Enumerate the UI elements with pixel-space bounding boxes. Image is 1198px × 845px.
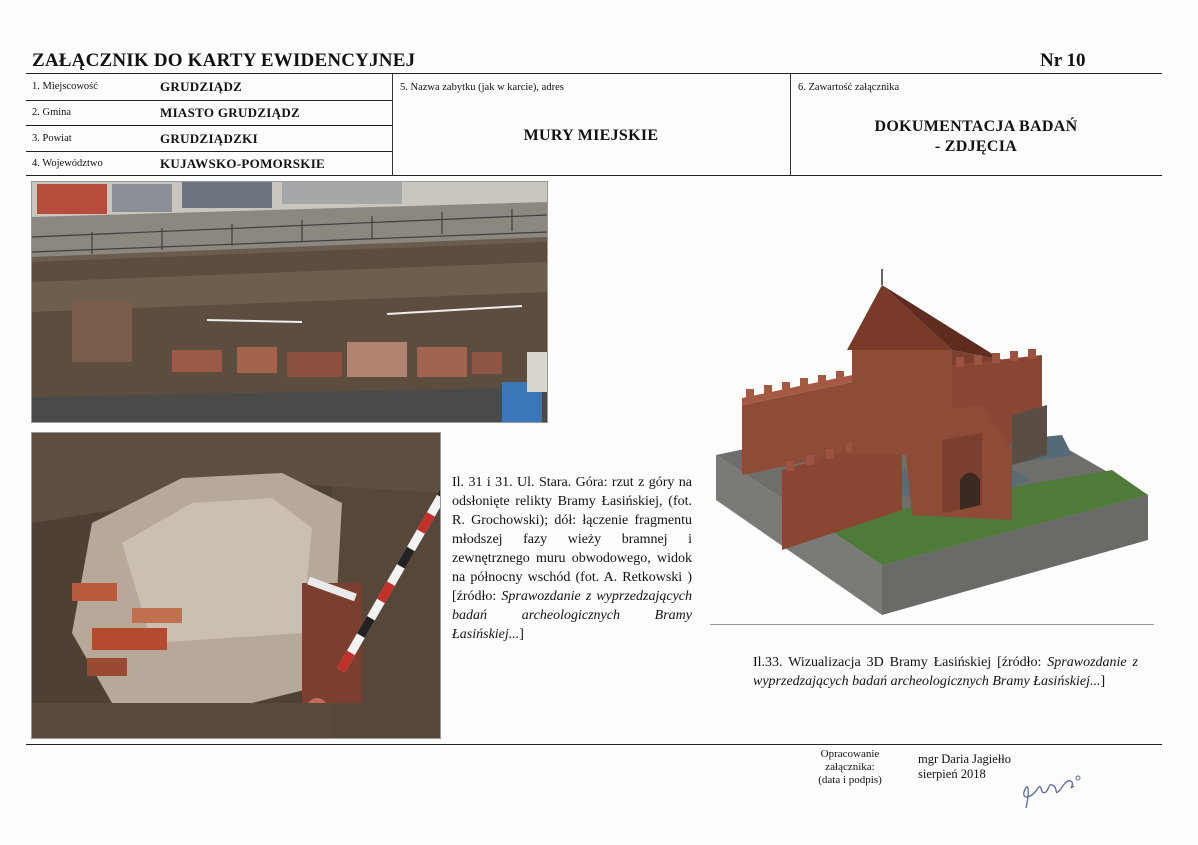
prepared-label-line1: Opracowanie [820,748,880,760]
contents-line2: - ZDJĘCIA [934,138,1018,155]
gate-3d-visualization [712,265,1152,620]
prepared-date: sierpień 2018 [918,767,986,781]
field-label-powiat: 3. Powiat [32,133,72,144]
field-value-powiat: GRUDZIĄDZKI [160,131,258,146]
author-block [918,752,1011,782]
row-divider [26,100,392,101]
attachment-number: Nr 10 [1040,50,1086,71]
prepared-label [800,748,900,787]
monument-name-label: 5. Nazwa zabytku (jak w karcie), adres [400,82,564,93]
caption-right-end: ] [1100,674,1106,689]
handwritten-signature [1018,770,1088,815]
caption-right-source: Sprawozdanie z wyprzedzających badań archeologicznych Bramy Łasińskiej... [753,655,1138,689]
caption-left-end: ] [519,627,524,642]
field-value-wojewodztwo: KUJAWSKO-POMORSKIE [160,156,326,171]
photo-excavation-top-view [31,181,548,423]
field-label-gmina: 2. Gmina [32,107,72,118]
field-label-miejscowosc: 1. Miejscowość [32,81,98,92]
caption-visualization-33 [753,653,1138,691]
prepared-label-line2: załącznika: [825,761,875,773]
field-value-gmina: MIASTO GRUDZIĄDZ [160,105,300,120]
author-name: mgr Daria Jagiełło [918,752,1012,766]
caption-left-text: Il. 31 i 31. Ul. Stara. Góra: rzut z góry na odsłonięte relikty Bramy Łasińskiej, (fot. R. Grochowski); dół: łączenie fragmentu młodszej fazy wieży bramnej i zewnętrznego muru obwodowego, widok na północny wschód (fot. A. Retkowski ) [źródło: [452,475,692,604]
row-divider [26,125,392,126]
table-top-border [26,73,1162,74]
contents-line1: DOKUMENTACJA BADAŃ [874,118,1078,135]
prepared-label-line3: (data i podpis) [818,774,882,786]
caption-left-source: Sprawozdanie z wyprzedzających badań archeologicznych Bramy Łasińskiej... [452,589,692,642]
field-label-wojewodztwo: 4. Województwo [32,158,103,169]
page-title: ZAŁĄCZNIK DO KARTY EWIDENCYJNEJ [32,50,416,71]
field-value-miejscowosc: GRUDZIĄDZ [160,79,243,94]
photo-wall-junction [31,432,441,739]
caption-photos-31 [452,473,692,644]
row-divider [26,151,392,152]
caption-separator [710,624,1154,625]
caption-right-text: Il.33. Wizualizacja 3D Bramy Łasińskiej [źródło: [753,655,1042,670]
column-divider [392,74,393,175]
table-bottom-border [26,175,1162,176]
footer-divider [26,744,1162,745]
monument-name-value: MURY MIEJSKIE [523,127,659,144]
contents-label: 6. Zawartość załącznika [798,82,900,93]
